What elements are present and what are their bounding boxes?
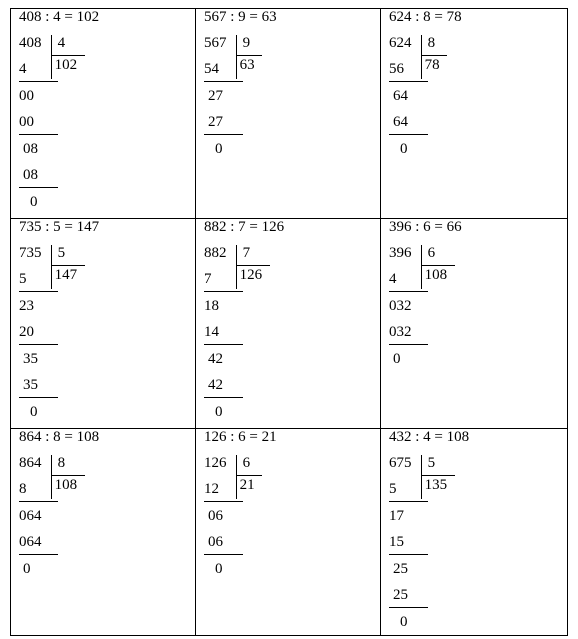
dividend-text: 624 [389,35,412,51]
division-bracket-horizontal [51,55,86,56]
divisor-text: 7 [242,245,251,261]
quotient-text: 63 [239,57,255,73]
step-text: 0 [215,403,223,420]
equation-text: 624 : 8 = 78 [389,9,462,25]
division-bracket-vertical [51,455,52,499]
step-text: 42 [208,350,223,367]
division-cell [380,218,567,428]
subtraction-line [204,291,243,292]
division-bracket-vertical [421,455,422,499]
subtraction-line [19,397,58,398]
step-text: 06 [208,534,223,550]
step-text: 5 [19,271,27,287]
step-text: 64 [393,114,408,130]
step-text: 64 [393,87,408,104]
division-cell [380,8,567,218]
subtraction-line [19,134,58,135]
quotient-text: 135 [424,477,448,493]
equation-text: 408 : 4 = 102 [19,9,100,25]
division-cell [10,428,195,635]
step-text: 12 [204,481,219,497]
subtraction-line [389,134,428,135]
dividend-text: 864 [19,455,42,471]
division-bracket-vertical [421,35,422,79]
division-bracket-horizontal [421,55,447,56]
step-text: 06 [208,507,223,524]
division-bracket-vertical [236,245,237,289]
subtraction-line [19,81,58,82]
subtraction-line [204,397,243,398]
division-cell [195,218,380,428]
step-text: 56 [389,61,404,77]
dividend-text: 126 [204,455,227,471]
subtraction-line [204,81,243,82]
step-text: 54 [204,61,219,77]
equation-text: 882 : 7 = 126 [204,219,285,235]
step-text: 20 [19,324,34,340]
subtraction-line [389,81,428,82]
dividend-text: 882 [204,245,227,261]
division-cell [380,428,567,635]
quotient-text: 102 [54,57,78,73]
equation-text: 432 : 4 = 108 [389,429,470,445]
divisor-text: 4 [57,35,66,51]
division-bracket-horizontal [51,265,86,266]
dividend-text: 567 [204,35,227,51]
subtraction-line [204,134,243,135]
division-bracket-vertical [51,35,52,79]
step-text: 7 [204,271,212,287]
equation-text: 567 : 9 = 63 [204,9,277,25]
step-text: 27 [208,87,223,104]
step-text: 0 [23,560,31,577]
division-cell [195,428,380,635]
table-border-v [567,8,568,636]
step-text: 27 [208,114,223,130]
divisor-text: 9 [242,35,251,51]
step-text: 08 [23,140,38,157]
subtraction-line [389,554,428,555]
division-bracket-vertical [236,35,237,79]
quotient-text: 126 [239,267,263,283]
division-cell [10,218,195,428]
step-text: 42 [208,377,223,393]
subtraction-line [204,501,243,502]
dividend-text: 408 [19,35,42,51]
division-bracket-horizontal [236,475,262,476]
quotient-text: 108 [424,267,448,283]
equation-text: 735 : 5 = 147 [19,219,100,235]
division-cell [10,8,195,218]
divisor-text: 8 [427,35,436,51]
step-text: 08 [23,167,38,183]
subtraction-line [19,187,58,188]
divisor-text: 6 [242,455,251,471]
step-text: 0 [215,140,223,157]
table-border-h [10,635,568,636]
step-text: 00 [19,87,34,104]
step-text: 00 [19,114,34,130]
equation-text: 126 : 6 = 21 [204,429,277,445]
equation-text: 396 : 6 = 66 [389,219,462,235]
subtraction-line [389,501,428,502]
dividend-text: 675 [389,455,412,471]
subtraction-line [204,554,243,555]
quotient-text: 78 [424,57,440,73]
step-text: 15 [389,534,404,550]
step-text: 0 [215,560,223,577]
division-cell [195,8,380,218]
subtraction-line [204,344,243,345]
subtraction-line [389,607,428,608]
subtraction-line [19,554,58,555]
equation-text: 864 : 8 = 108 [19,429,100,445]
step-text: 5 [389,481,397,497]
step-text: 35 [23,350,38,367]
step-text: 0 [393,350,401,367]
subtraction-line [19,501,58,502]
division-bracket-vertical [51,245,52,289]
step-text: 25 [393,560,408,577]
dividend-text: 396 [389,245,412,261]
division-bracket-vertical [236,455,237,499]
step-text: 032 [389,297,412,314]
step-text: 8 [19,481,27,497]
subtraction-line [19,291,58,292]
division-bracket-horizontal [421,265,456,266]
step-text: 0 [400,140,408,157]
step-text: 0 [400,613,408,630]
divisor-text: 8 [57,455,66,471]
step-text: 032 [389,324,412,340]
step-text: 0 [30,403,38,420]
step-text: 0 [30,193,38,210]
step-text: 4 [19,61,27,77]
division-bracket-horizontal [421,475,456,476]
divisor-text: 5 [427,455,436,471]
step-text: 064 [19,534,42,550]
division-bracket-vertical [421,245,422,289]
division-bracket-horizontal [236,55,262,56]
divisor-text: 5 [57,245,66,261]
quotient-text: 147 [54,267,78,283]
step-text: 23 [19,297,34,314]
dividend-text: 735 [19,245,42,261]
subtraction-line [19,344,58,345]
step-text: 14 [204,324,219,340]
step-text: 17 [389,507,404,524]
subtraction-line [389,344,428,345]
division-bracket-horizontal [51,475,86,476]
step-text: 4 [389,271,397,287]
step-text: 35 [23,377,38,393]
quotient-text: 21 [239,477,255,493]
quotient-text: 108 [54,477,78,493]
divisor-text: 6 [427,245,436,261]
step-text: 25 [393,587,408,603]
step-text: 18 [204,297,219,314]
subtraction-line [389,291,428,292]
division-bracket-horizontal [236,265,271,266]
step-text: 064 [19,507,42,524]
